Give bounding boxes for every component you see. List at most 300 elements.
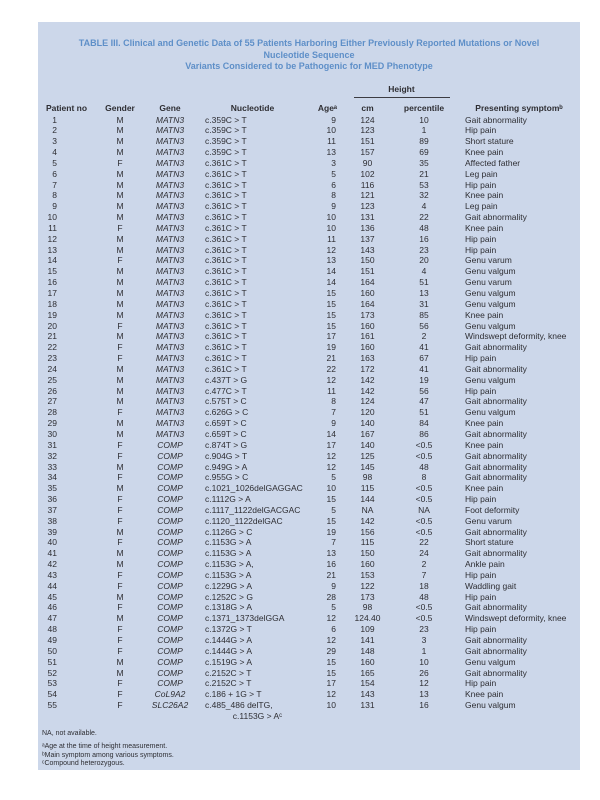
cell-height-percentile: 10 bbox=[419, 114, 429, 125]
cell-height-percentile: 69 bbox=[419, 147, 429, 158]
cell-height-percentile: 89 bbox=[419, 136, 429, 147]
cell-gender: F bbox=[117, 320, 123, 331]
cell-gene: COMP bbox=[157, 483, 183, 494]
cell-gene: MATN3 bbox=[155, 244, 185, 255]
cell-nucleotide: c.361C > T bbox=[205, 353, 247, 364]
cell-age: 14 bbox=[326, 266, 336, 277]
cell-height-cm: 151 bbox=[360, 136, 375, 147]
cell-patient-no: 36 bbox=[47, 494, 57, 505]
table-row bbox=[38, 657, 580, 668]
cell-gene: SLC26A2 bbox=[151, 700, 189, 711]
cell-presenting-symptom: Knee pain bbox=[465, 418, 504, 429]
cell-patient-no: 5 bbox=[52, 157, 57, 168]
cell-height-cm: 160 bbox=[360, 288, 375, 298]
cell-presenting-symptom: Genu valgum bbox=[465, 700, 516, 711]
cell-nucleotide: c.361C > T bbox=[205, 320, 247, 331]
cell-presenting-symptom: Gait abnormality bbox=[465, 212, 527, 223]
cell-height-cm: 109 bbox=[360, 624, 375, 635]
cell-nucleotide: c.361C > T bbox=[205, 266, 247, 277]
table-row bbox=[38, 548, 580, 559]
cell-patient-no: 9 bbox=[52, 201, 57, 212]
cell-gene: COMP bbox=[157, 548, 183, 559]
patients-table bbox=[38, 84, 580, 722]
table-row bbox=[38, 537, 580, 548]
cell-gender: M bbox=[116, 613, 124, 624]
cell-patient-no: 30 bbox=[47, 428, 57, 439]
cell-nucleotide: c.1444G > A bbox=[205, 645, 253, 656]
cell-height-cm: 121 bbox=[360, 190, 375, 201]
cell-patient-no: 4 bbox=[52, 147, 57, 158]
cell-patient-no: 55 bbox=[47, 700, 57, 711]
cell-gender: F bbox=[117, 635, 123, 645]
cell-nucleotide: c.437T > G bbox=[205, 374, 248, 385]
cell-nucleotide: c.659T > C bbox=[205, 428, 247, 439]
cell-age: 15 bbox=[326, 667, 336, 678]
cell-gene: MATN3 bbox=[155, 201, 185, 212]
cell-height-percentile: 13 bbox=[419, 689, 429, 700]
table-row bbox=[38, 483, 580, 494]
cell-gene: MATN3 bbox=[155, 125, 185, 136]
cell-height-percentile: 23 bbox=[419, 624, 429, 635]
cell-patient-no: 34 bbox=[47, 472, 57, 483]
cell-height-cm: 173 bbox=[360, 309, 375, 320]
cell-age: 12 bbox=[326, 635, 336, 645]
cell-height-percentile: 16 bbox=[419, 700, 429, 711]
cell-height-cm: 160 bbox=[360, 656, 375, 667]
cell-presenting-symptom: Gait abnormality bbox=[465, 472, 527, 483]
cell-nucleotide: c.485_486 delTG, c.1153G > Aᶜ bbox=[205, 700, 283, 721]
footnote-na: NA, not available. bbox=[42, 729, 97, 737]
cell-gene: MATN3 bbox=[155, 212, 185, 223]
footnote-symptom: ᵇMain symptom among various symptoms. bbox=[42, 751, 174, 759]
cell-patient-no: 52 bbox=[47, 667, 57, 678]
cell-height-percentile: 85 bbox=[419, 309, 429, 320]
cell-nucleotide: c.359C > T bbox=[205, 136, 247, 147]
cell-age: 10 bbox=[326, 212, 336, 223]
cell-patient-no: 2 bbox=[52, 125, 57, 136]
cell-nucleotide: c.1444G > A bbox=[205, 635, 253, 645]
cell-height-cm: 115 bbox=[360, 537, 375, 548]
cell-nucleotide: c.361C > T bbox=[205, 298, 247, 309]
cell-patient-no: 14 bbox=[47, 255, 57, 266]
cell-gene: CoL9A2 bbox=[154, 689, 186, 700]
cell-gender: M bbox=[116, 114, 124, 125]
cell-gender: F bbox=[117, 515, 123, 526]
cell-age: 28 bbox=[326, 591, 336, 602]
cell-height-percentile: NA bbox=[418, 504, 430, 515]
cell-gene: COMP bbox=[157, 472, 183, 483]
table-row bbox=[38, 212, 580, 223]
table-row bbox=[38, 472, 580, 483]
cell-presenting-symptom: Knee pain bbox=[465, 309, 504, 320]
cell-age: 11 bbox=[327, 136, 336, 147]
cell-gene: MATN3 bbox=[155, 222, 185, 233]
cell-nucleotide: c.361C > T bbox=[205, 190, 247, 201]
cell-nucleotide: c.359C > T bbox=[205, 147, 247, 158]
cell-patient-no: 16 bbox=[47, 277, 57, 288]
cell-nucleotide: c.1126G > C bbox=[205, 526, 253, 537]
cell-age: 12 bbox=[326, 244, 336, 255]
cell-height-cm: 122 bbox=[360, 580, 375, 591]
cell-height-cm: 124 bbox=[360, 396, 375, 407]
table-row bbox=[38, 364, 580, 375]
cell-nucleotide: c.361C > T bbox=[205, 157, 247, 168]
cell-height-percentile: 41 bbox=[419, 363, 429, 374]
cell-gene: COMP bbox=[157, 569, 183, 580]
cell-gene: MATN3 bbox=[155, 298, 185, 309]
cell-patient-no: 25 bbox=[47, 374, 57, 385]
cell-presenting-symptom: Leg pain bbox=[465, 168, 498, 179]
cell-height-percentile: 24 bbox=[419, 548, 429, 559]
cell-nucleotide: c.2152C > T bbox=[205, 667, 252, 678]
cell-nucleotide: c.949G > A bbox=[205, 461, 248, 472]
cell-nucleotide: c.1372G > T bbox=[205, 624, 252, 635]
cell-nucleotide: c.1153G > A bbox=[205, 537, 252, 548]
cell-nucleotide: c.1318G > A bbox=[205, 602, 253, 613]
table-row bbox=[38, 266, 580, 277]
cell-nucleotide: c.361C > T bbox=[205, 309, 247, 320]
cell-gene: COMP bbox=[157, 537, 183, 548]
cell-age: 15 bbox=[326, 320, 336, 331]
cell-gene: COMP bbox=[157, 450, 183, 461]
cell-nucleotide: c.361C > T bbox=[205, 201, 247, 212]
cell-height-cm: 131 bbox=[360, 700, 375, 711]
cell-height-percentile: <0.5 bbox=[415, 602, 433, 613]
cell-patient-no: 27 bbox=[47, 396, 57, 407]
cell-gender: M bbox=[116, 461, 124, 472]
cell-gender: F bbox=[117, 624, 123, 635]
cell-height-cm: 167 bbox=[360, 428, 375, 439]
cell-height-cm: 123 bbox=[360, 201, 375, 212]
cell-gene: MATN3 bbox=[155, 190, 185, 201]
cell-height-percentile: <0.5 bbox=[415, 450, 433, 461]
cell-age: 15 bbox=[326, 298, 336, 309]
cell-presenting-symptom: Genu varum bbox=[465, 515, 512, 526]
cell-nucleotide: c.575T > C bbox=[205, 396, 247, 407]
cell-age: 12 bbox=[326, 374, 336, 385]
cell-gender: M bbox=[116, 136, 124, 147]
cell-gene: MATN3 bbox=[155, 353, 185, 364]
cell-nucleotide: c.1519G > A bbox=[205, 656, 253, 667]
cell-gender: M bbox=[116, 277, 124, 288]
cell-age: 11 bbox=[327, 233, 336, 244]
table-row bbox=[38, 668, 580, 679]
cell-patient-no: 24 bbox=[47, 363, 57, 374]
cell-gene: COMP bbox=[157, 613, 183, 624]
cell-age: 11 bbox=[327, 385, 336, 396]
table-row bbox=[38, 581, 580, 592]
cell-presenting-symptom: Foot deformity bbox=[465, 504, 520, 515]
cell-nucleotide: c.359C > T bbox=[205, 114, 247, 125]
cell-age: 17 bbox=[326, 678, 336, 689]
cell-patient-no: 26 bbox=[47, 385, 57, 396]
cell-presenting-symptom: Hip pain bbox=[465, 678, 497, 689]
cell-age: 19 bbox=[326, 342, 336, 353]
cell-height-percentile: 8 bbox=[421, 472, 427, 483]
cell-presenting-symptom: Genu valgum bbox=[465, 374, 516, 385]
cell-patient-no: 51 bbox=[47, 656, 57, 667]
cell-age: 9 bbox=[331, 580, 336, 591]
table-row bbox=[38, 700, 580, 722]
cell-height-cm: 140 bbox=[360, 439, 375, 450]
col-header-presenting-symptom: Presenting symptomᵇ bbox=[475, 102, 563, 113]
cell-age: 14 bbox=[326, 428, 336, 439]
cell-nucleotide: c.1252C > G bbox=[205, 591, 253, 602]
cell-height-percentile: <0.5 bbox=[415, 526, 433, 537]
cell-presenting-symptom: Hip pain bbox=[465, 591, 497, 602]
cell-height-cm: 120 bbox=[360, 407, 375, 418]
cell-gender: M bbox=[116, 212, 124, 223]
cell-gender: F bbox=[117, 580, 123, 591]
table-row bbox=[38, 321, 580, 332]
cell-height-percentile: 41 bbox=[419, 342, 429, 353]
cell-height-cm: 131 bbox=[360, 212, 375, 223]
cell-presenting-symptom: Gait abnormality bbox=[465, 342, 527, 353]
cell-height-cm: 161 bbox=[360, 331, 375, 342]
cell-gene: COMP bbox=[157, 667, 183, 678]
cell-age: 13 bbox=[326, 255, 336, 266]
table-row bbox=[38, 223, 580, 234]
cell-height-percentile: 86 bbox=[419, 428, 429, 439]
cell-height-cm: 143 bbox=[360, 244, 375, 255]
table-row bbox=[38, 234, 580, 245]
cell-presenting-symptom: Gait abnormality bbox=[465, 114, 527, 125]
cell-presenting-symptom: Hip pain bbox=[465, 385, 497, 396]
cell-height-cm: 164 bbox=[360, 298, 375, 309]
cell-height-percentile: 35 bbox=[419, 157, 429, 168]
cell-age: 21 bbox=[326, 353, 336, 364]
cell-gender: F bbox=[117, 494, 123, 505]
cell-presenting-symptom: Genu valgum bbox=[465, 407, 516, 418]
cell-gender: F bbox=[117, 700, 123, 711]
cell-presenting-symptom: Gait abnormality bbox=[465, 602, 527, 613]
cell-nucleotide: c.1117_1122delGACGAC bbox=[205, 504, 301, 515]
cell-height-percentile: 16 bbox=[419, 233, 429, 244]
cell-height-percentile: <0.5 bbox=[415, 483, 433, 494]
cell-height-percentile: 21 bbox=[419, 168, 429, 179]
cell-gender: F bbox=[117, 472, 123, 483]
cell-presenting-symptom: Leg pain bbox=[465, 201, 498, 212]
cell-nucleotide: c.626G > C bbox=[205, 407, 249, 418]
cell-presenting-symptom: Gait abnormality bbox=[465, 667, 527, 678]
table-row bbox=[38, 255, 580, 266]
cell-height-cm: 164 bbox=[360, 277, 375, 288]
cell-patient-no: 37 bbox=[47, 504, 57, 515]
cell-presenting-symptom: Gait abnormality bbox=[465, 450, 527, 461]
cell-patient-no: 19 bbox=[47, 309, 57, 320]
cell-height-percentile: 32 bbox=[419, 190, 429, 201]
cell-height-cm: 124 bbox=[360, 114, 375, 125]
cell-presenting-symptom: Waddling gait bbox=[465, 580, 517, 591]
table-row bbox=[38, 407, 580, 418]
cell-age: 5 bbox=[331, 602, 336, 613]
table-row bbox=[38, 516, 580, 527]
cell-height-percentile: <0.5 bbox=[415, 613, 433, 624]
cell-gene: MATN3 bbox=[155, 179, 185, 190]
cell-height-cm: 137 bbox=[360, 233, 375, 244]
cell-nucleotide: c.1021_1026delGAGGAC bbox=[205, 483, 303, 494]
cell-height-cm: 125 bbox=[360, 450, 375, 461]
cell-age: 8 bbox=[331, 396, 336, 407]
cell-patient-no: 15 bbox=[47, 266, 57, 277]
cell-gender: M bbox=[116, 418, 124, 429]
cell-gender: M bbox=[116, 396, 124, 407]
cell-age: 5 bbox=[331, 472, 336, 483]
cell-height-percentile: 4 bbox=[421, 201, 427, 212]
cell-gene: MATN3 bbox=[155, 255, 185, 266]
cell-height-cm: 160 bbox=[360, 320, 375, 331]
cell-patient-no: 23 bbox=[47, 353, 57, 364]
cell-gene: COMP bbox=[157, 591, 183, 602]
cell-height-percentile: 31 bbox=[419, 298, 429, 309]
cell-height-percentile: <0.5 bbox=[415, 494, 433, 505]
cell-presenting-symptom: Gait abnormality bbox=[465, 428, 527, 439]
cell-age: 16 bbox=[326, 559, 336, 570]
cell-age: 5 bbox=[331, 168, 336, 179]
cell-patient-no: 12 bbox=[47, 233, 57, 244]
cell-nucleotide: c.361C > T bbox=[205, 244, 247, 255]
cell-presenting-symptom: Knee pain bbox=[465, 147, 504, 158]
cell-age: 7 bbox=[331, 407, 336, 418]
cell-gender: M bbox=[116, 526, 124, 537]
cell-height-percentile: 10 bbox=[419, 656, 429, 667]
header-spacer-left bbox=[38, 84, 345, 100]
table-row bbox=[38, 169, 580, 180]
cell-gene: COMP bbox=[157, 504, 183, 515]
cell-gender: F bbox=[117, 645, 123, 656]
cell-patient-no: 6 bbox=[52, 168, 57, 179]
cell-gender: M bbox=[116, 591, 124, 602]
cell-gene: MATN3 bbox=[155, 374, 185, 385]
cell-patient-no: 8 bbox=[52, 190, 57, 201]
table-row bbox=[38, 180, 580, 191]
cell-patient-no: 18 bbox=[47, 298, 57, 309]
cell-gender: F bbox=[117, 504, 123, 515]
cell-patient-no: 13 bbox=[47, 244, 57, 255]
cell-patient-no: 22 bbox=[47, 342, 57, 353]
cell-gene: COMP bbox=[157, 494, 183, 505]
footnotes bbox=[42, 730, 580, 769]
cell-gene: COMP bbox=[157, 559, 183, 570]
cell-height-cm: 154 bbox=[360, 678, 375, 689]
cell-gender: M bbox=[116, 667, 124, 678]
table-row bbox=[38, 125, 580, 136]
cell-gender: F bbox=[117, 602, 123, 613]
cell-gene: MATN3 bbox=[155, 157, 185, 168]
cell-height-percentile: 84 bbox=[419, 418, 429, 429]
cell-height-cm: 160 bbox=[360, 559, 375, 570]
cell-gene: MATN3 bbox=[155, 147, 185, 158]
cell-patient-no: 10 bbox=[47, 212, 57, 223]
cell-presenting-symptom: Hip pain bbox=[465, 353, 497, 364]
cell-gender: F bbox=[117, 689, 123, 700]
cell-nucleotide: c.1153G > A bbox=[205, 569, 252, 580]
cell-gender: F bbox=[117, 537, 123, 548]
cell-gene: COMP bbox=[157, 624, 183, 635]
cell-height-cm: 148 bbox=[360, 645, 375, 656]
cell-patient-no: 1 bbox=[52, 114, 57, 125]
cell-gender: M bbox=[116, 244, 124, 255]
table-row bbox=[38, 689, 580, 700]
cell-age: 8 bbox=[331, 190, 336, 201]
cell-height-cm: 98 bbox=[362, 602, 373, 613]
cell-height-percentile: 19 bbox=[419, 374, 429, 385]
cell-age: 15 bbox=[326, 288, 336, 298]
cell-presenting-symptom: Hip pain bbox=[465, 494, 497, 505]
cell-age: 5 bbox=[331, 504, 336, 515]
cell-gene: COMP bbox=[157, 580, 183, 591]
cell-age: 12 bbox=[326, 450, 336, 461]
cell-patient-no: 42 bbox=[47, 559, 57, 570]
cell-nucleotide: c.186 + 1G > T bbox=[205, 689, 262, 700]
cell-presenting-symptom: Gait abnormality bbox=[465, 461, 527, 472]
cell-height-percentile: 56 bbox=[419, 385, 429, 396]
table-row bbox=[38, 147, 580, 158]
cell-patient-no: 7 bbox=[52, 179, 57, 190]
table-row bbox=[38, 451, 580, 462]
table-row bbox=[38, 136, 580, 147]
cell-patient-no: 20 bbox=[47, 320, 57, 331]
cell-gene: MATN3 bbox=[155, 233, 185, 244]
cell-presenting-symptom: Gait abnormality bbox=[465, 363, 527, 374]
col-header-age: Ageᵃ bbox=[317, 102, 338, 113]
cell-gender: M bbox=[116, 374, 124, 385]
cell-height-percentile: 12 bbox=[419, 678, 429, 689]
cell-gender: M bbox=[116, 190, 124, 201]
cell-gender: M bbox=[116, 363, 124, 374]
cell-age: 29 bbox=[326, 645, 336, 656]
cell-gender: M bbox=[116, 385, 124, 396]
cell-gender: F bbox=[117, 678, 123, 689]
cell-patient-no: 33 bbox=[47, 461, 57, 472]
table-row bbox=[38, 115, 580, 126]
cell-height-percentile: 2 bbox=[421, 559, 427, 570]
cell-nucleotide: c.361C > T bbox=[205, 277, 247, 288]
cell-gene: COMP bbox=[157, 439, 183, 450]
col-header-nucleotide: Nucleotide bbox=[230, 102, 275, 113]
cell-height-percentile: 56 bbox=[419, 320, 429, 331]
cell-gender: M bbox=[116, 125, 124, 136]
cell-presenting-symptom: Gait abnormality bbox=[465, 635, 527, 645]
cell-age: 10 bbox=[326, 700, 336, 711]
cell-height-cm: 144 bbox=[360, 494, 375, 505]
cell-height-cm: 153 bbox=[360, 569, 375, 580]
header-spacer-right bbox=[458, 84, 580, 100]
cell-height-percentile: 3 bbox=[421, 635, 427, 645]
table-row bbox=[38, 429, 580, 440]
cell-height-cm: 90 bbox=[362, 157, 373, 168]
cell-height-cm: 102 bbox=[360, 168, 375, 179]
cell-patient-no: 29 bbox=[47, 418, 57, 429]
cell-gene: MATN3 bbox=[155, 320, 185, 331]
cell-height-cm: 150 bbox=[360, 548, 375, 559]
cell-gene: COMP bbox=[157, 635, 183, 645]
cell-height-cm: 142 bbox=[360, 515, 375, 526]
table-row bbox=[38, 396, 580, 407]
cell-height-cm: 151 bbox=[360, 266, 375, 277]
cell-gene: MATN3 bbox=[155, 363, 185, 374]
cell-age: 12 bbox=[326, 613, 336, 624]
cell-gender: F bbox=[117, 439, 123, 450]
cell-height-cm: 136 bbox=[360, 222, 375, 233]
cell-gender: F bbox=[117, 157, 123, 168]
cell-age: 15 bbox=[326, 656, 336, 667]
cell-patient-no: 31 bbox=[47, 439, 57, 450]
cell-presenting-symptom: Genu valgum bbox=[465, 266, 516, 277]
cell-height-percentile: 20 bbox=[419, 255, 429, 266]
cell-age: 10 bbox=[326, 483, 336, 494]
cell-patient-no: 35 bbox=[47, 483, 57, 494]
